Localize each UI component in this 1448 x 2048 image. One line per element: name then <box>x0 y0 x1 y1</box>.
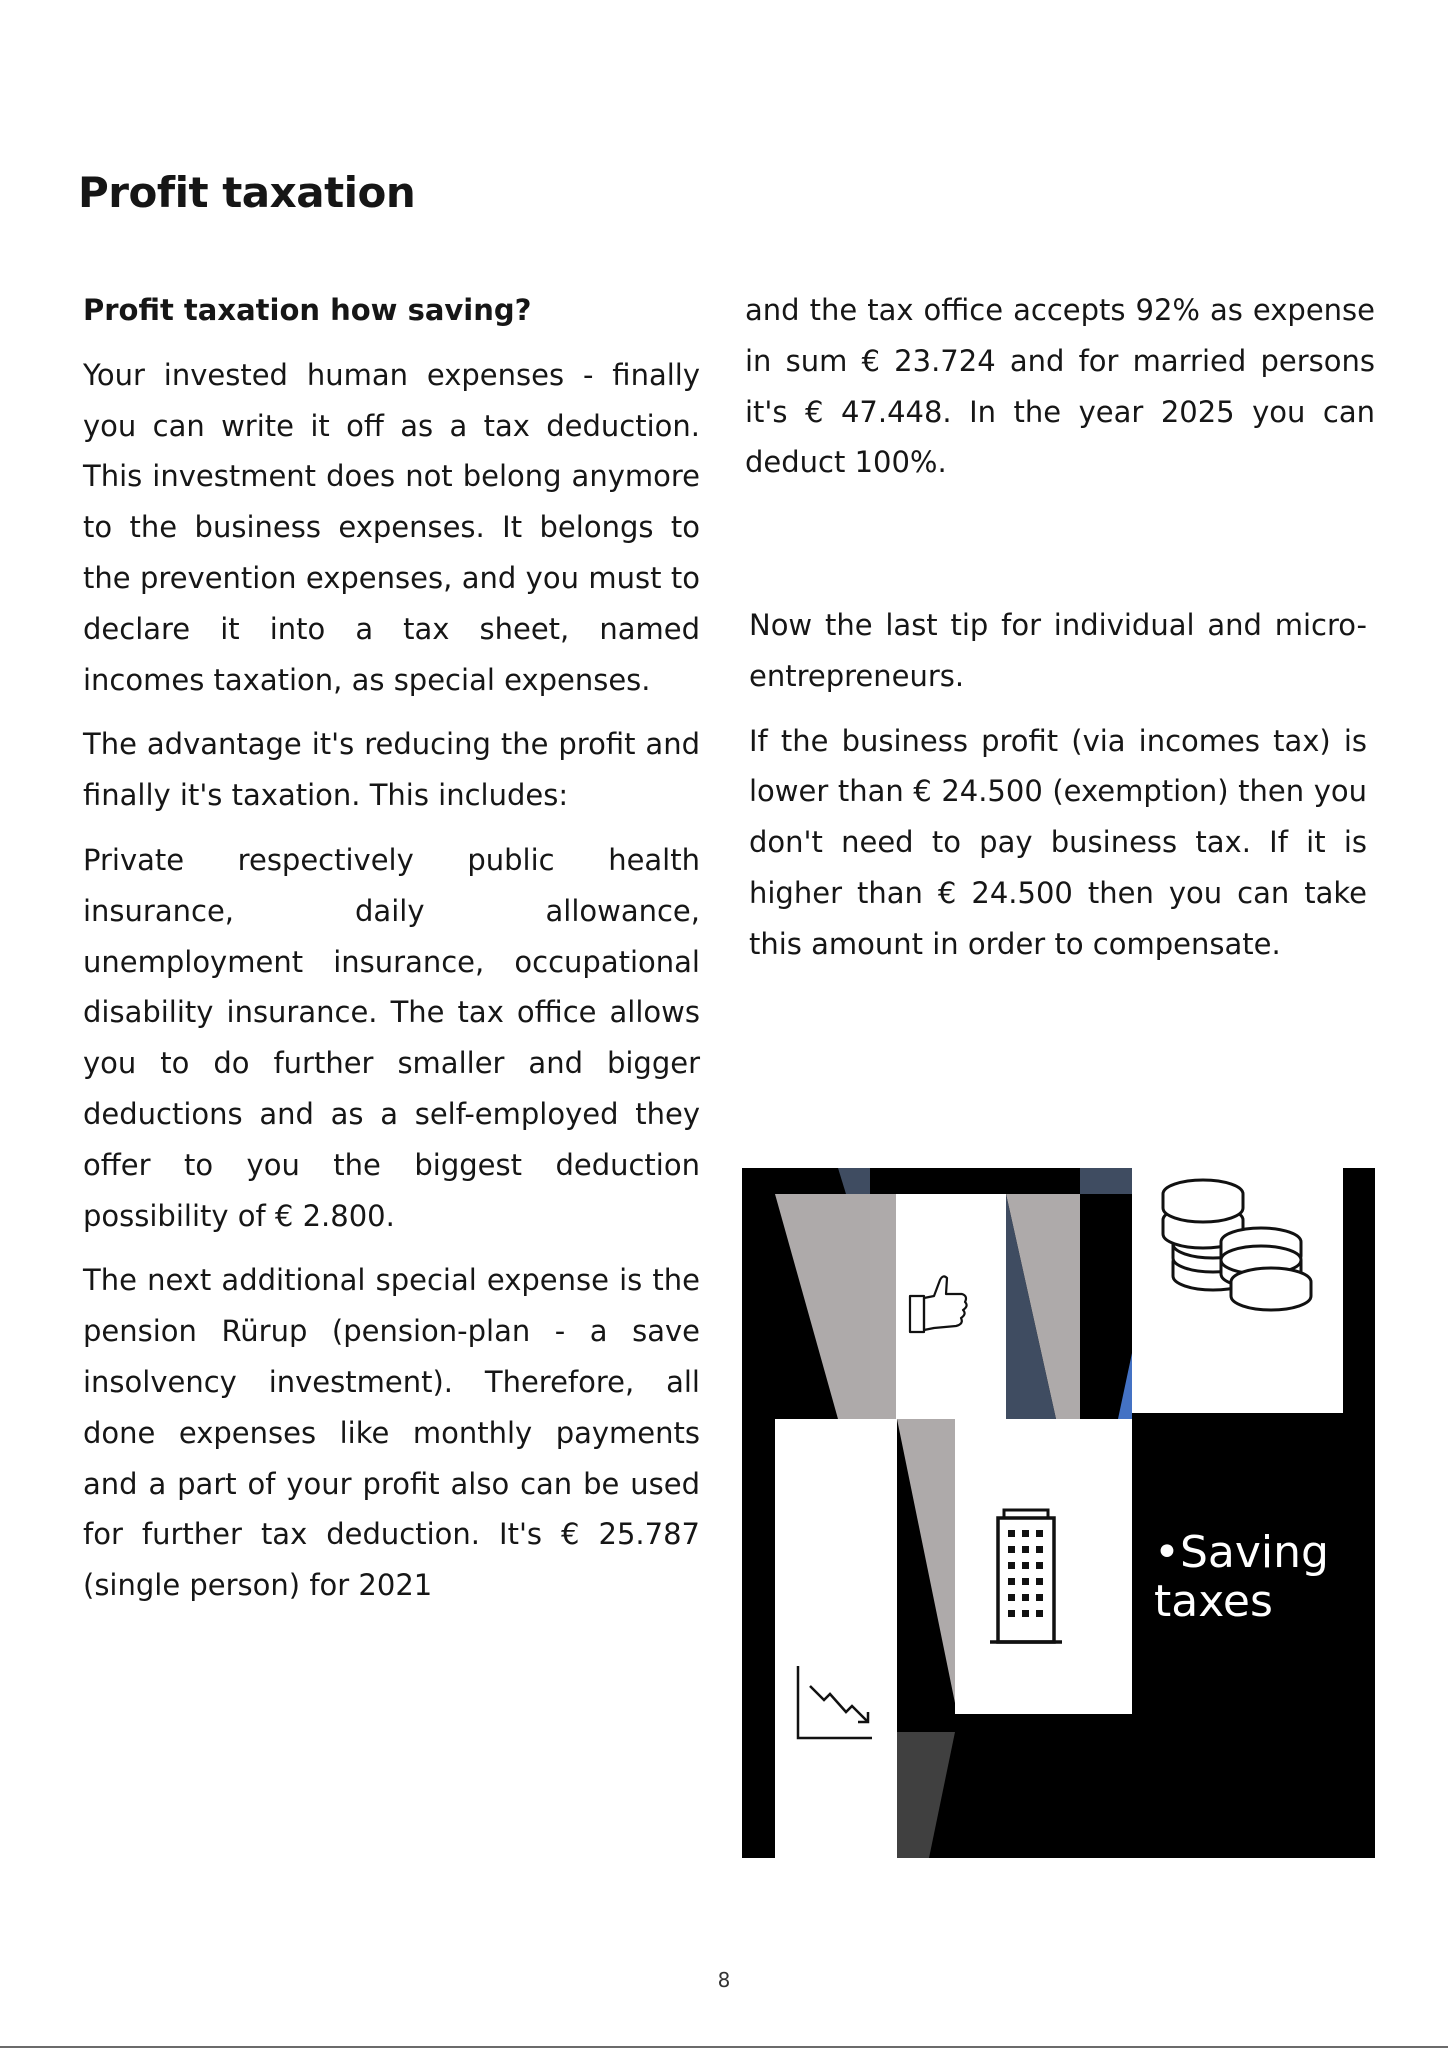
paragraph: Now the last tip for individual and micro-entrepreneurs. <box>749 608 1367 693</box>
paragraph: The advantage it's reducing the profit and finally it's taxation. This includes: <box>83 727 700 813</box>
right-column-top <box>745 285 1375 502</box>
slate-shape <box>1080 1168 1132 1194</box>
page-number: 8 <box>717 1968 731 1992</box>
saving-taxes-illustration <box>742 1168 1375 1858</box>
page-title: Profit taxation <box>78 168 416 217</box>
white-panel <box>775 1419 897 1858</box>
paragraph: Private respectively public health insurance, daily allowance, unemployment insurance, occupational disability insurance. The tax office allows you to do further smaller and bigger deductions and as a self-employed they offer to you the biggest deduction possibility of € 2.800. <box>83 842 700 1233</box>
section-subheading: Profit taxation how saving? <box>83 293 532 327</box>
right-column-bottom <box>749 600 1367 984</box>
paragraph: The next additional special expense is the pension Rürup (pension-plan - a save insolvency investment). Therefore, all done expenses like monthly payments and a part of your profit also can be used for further tax deduction. It's € 25.787 (single person) for 2021 <box>83 1263 700 1603</box>
white-panel <box>955 1419 1132 1714</box>
illustration-caption: •Saving taxes <box>1154 1527 1329 1627</box>
white-panel <box>896 1194 1006 1419</box>
left-column <box>83 285 700 1625</box>
paragraph: If the business profit (via incomes tax) is lower than € 24.500 (exemption) then you don't need to pay business tax. If it is higher than € 24.500 then you can take this amount in order to compensate. <box>749 723 1367 961</box>
paragraph: and the tax office accepts 92% as expense in sum € 23.724 and for married persons it's € 47.448. In the year 2025 you can deduct 100%. <box>745 293 1375 480</box>
paragraph: Your invested human expenses - finally you can write it off as a tax deduction. This investment does not belong anymore to the business expenses. It belongs to the prevention expenses, and you must to declare it into a tax sheet, named incomes taxation, as special expenses. <box>83 357 700 697</box>
